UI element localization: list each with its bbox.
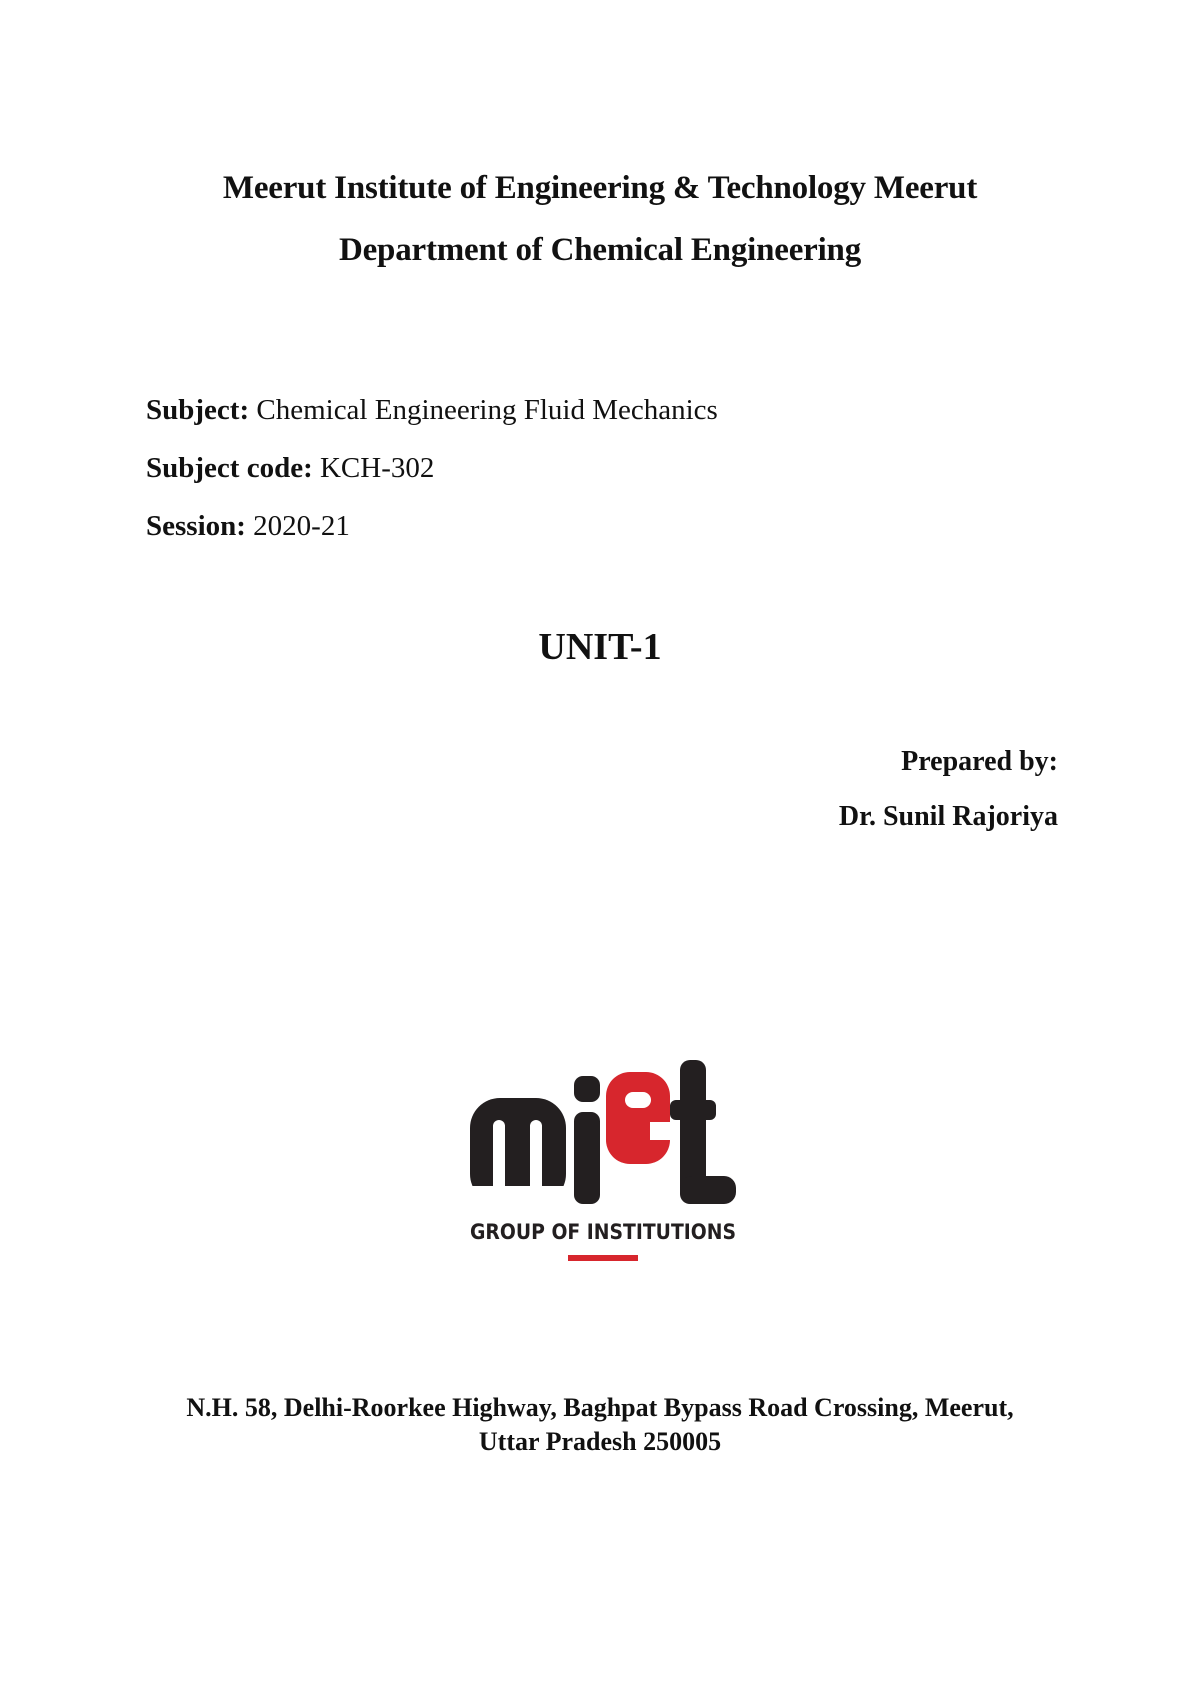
logo-underline xyxy=(568,1255,638,1261)
unit-heading: UNIT-1 xyxy=(538,626,662,668)
subject-line xyxy=(146,394,718,427)
department-title: Department of Chemical Engineering xyxy=(338,232,862,268)
session-line xyxy=(146,510,350,543)
prepared-by-label: Prepared by: xyxy=(901,746,1058,777)
subject-code-value: KCH-302 xyxy=(319,452,435,484)
subject-label: Subject: xyxy=(146,394,250,426)
logo-tagline: GROUP OF INSTITUTIONS xyxy=(470,1220,736,1244)
institute-title: Meerut Institute of Engineering & Technology Meerut xyxy=(222,170,978,206)
address-line-1: N.H. 58, Delhi-Roorkee Highway, Baghpat Bypass Road Crossing, Meerut, xyxy=(186,1393,1014,1422)
subject-code-line xyxy=(146,452,434,485)
session-value: 2020-21 xyxy=(253,510,350,542)
miet-wordmark-icon xyxy=(468,1060,738,1206)
subject-value: Chemical Engineering Fluid Mechanics xyxy=(256,394,718,426)
miet-logo xyxy=(468,1058,738,1268)
address-line-2: Uttar Pradesh 250005 xyxy=(478,1427,722,1456)
subject-code-label: Subject code: xyxy=(146,452,313,484)
session-label: Session: xyxy=(146,510,246,542)
author-name: Dr. Sunil Rajoriya xyxy=(838,801,1058,832)
